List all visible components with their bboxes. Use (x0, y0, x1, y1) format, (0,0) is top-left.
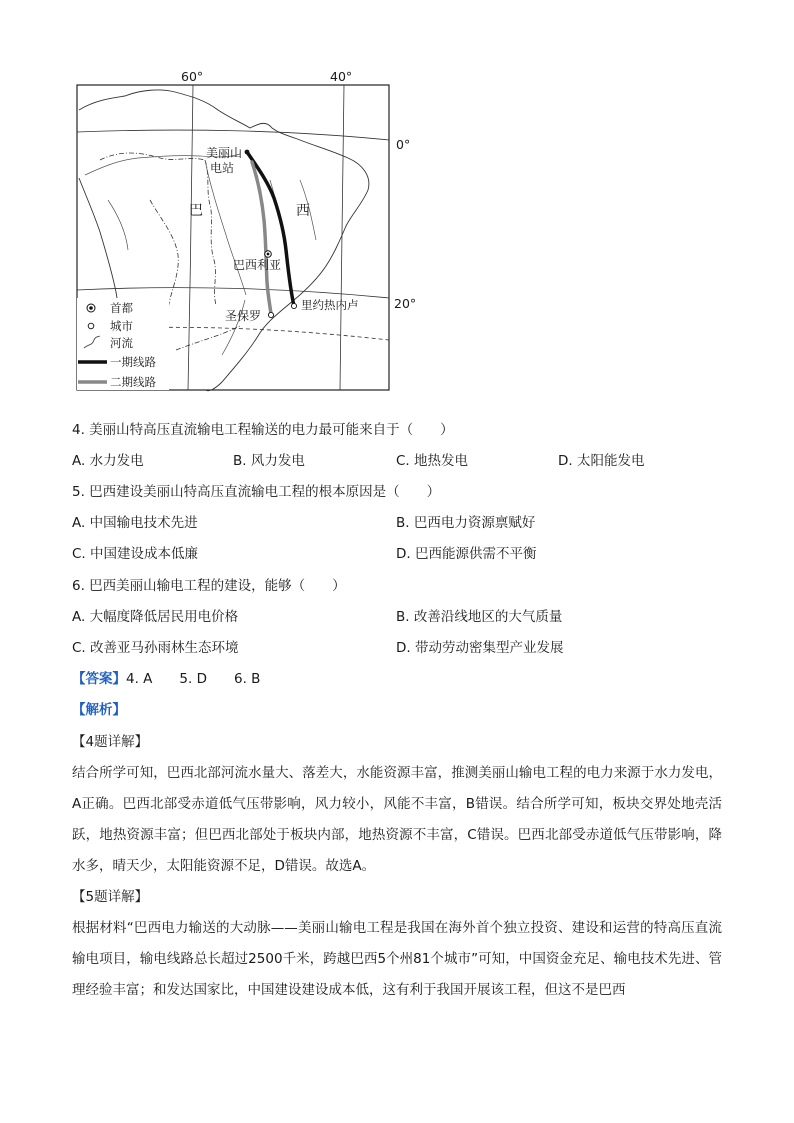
answer-tag: 【答案】 (72, 671, 126, 687)
legend-river-label: 河流 (110, 336, 133, 350)
city-symbol-rio (291, 303, 296, 308)
legend-capital-label: 首都 (110, 301, 133, 315)
station-label-line1: 美丽山 (206, 146, 243, 160)
lat-label-20: 20° (394, 296, 417, 311)
question-4-stem: 4. 美丽山特高压直流输电工程输送的电力最可能来自于（ ） (72, 422, 454, 438)
legend-phase1-label: 一期线路 (110, 355, 156, 369)
answer-text: 4. A 5. D 6. B (126, 671, 261, 687)
map-legend (77, 298, 169, 390)
question-4-option-a: A. 水力发电 (72, 453, 144, 469)
lon-label-40: 40° (330, 69, 353, 84)
detail-5-body: 根据材料“巴西电力输送的大动脉——美丽山输电工程是我国在海外首个独立投资、建设和运营的特高压直流输电项目，输电线路总长超过2500千米，跨越巴西5个州81个城市”可知，中国资金充足、输电技术先进、管理经验丰富；和发达国家比，中国建设建设成本低，这有利于我国开展该工程，但这不是巴西 (72, 920, 722, 998)
analysis-tag: 【解析】 (72, 702, 126, 718)
detail-4-title: 【4题详解】 (72, 734, 149, 750)
question-6-option-c: C. 改善亚马孙雨林生态环境 (72, 640, 239, 656)
question-4-option-b: B. 风力发电 (233, 453, 305, 469)
country-char-2: 西 (296, 203, 310, 219)
question-6-option-d: D. 带动劳动密集型产业发展 (396, 640, 564, 656)
question-6-option-a: A. 大幅度降低居民用电价格 (72, 609, 239, 625)
brazil-map (0, 60, 430, 410)
detail-5-title: 【5题详解】 (72, 889, 149, 905)
question-5-option-b: B. 巴西电力资源禀赋好 (396, 515, 536, 531)
question-5-option-d: D. 巴西能源供需不平衡 (396, 546, 537, 562)
question-4-option-d: D. 太阳能发电 (558, 453, 645, 469)
question-5-option-c: C. 中国建设成本低廉 (72, 546, 199, 562)
question-5-stem: 5. 巴西建设美丽山特高压直流输电工程的根本原因是（ ） (72, 484, 441, 500)
question-6-stem: 6. 巴西美丽山输电工程的建设，能够（ ） (72, 578, 346, 594)
capital-dot (267, 253, 270, 256)
detail-4-body: 结合所学可知，巴西北部河流水量大、落差大，水能资源丰富，推测美丽山输电工程的电力来源于水力发电，A正确。巴西北部受赤道低气压带影响，风力较小，风能不丰富，B错误。结合所学可知，板块交界处地壳活跃，地热资源丰富；但巴西北部处于板块内部，地热资源不丰富，C错误。巴西北部受赤道低气压带影响，降水多，晴天少，太阳能资源不足，D错误。故选A。 (72, 765, 722, 874)
legend-phase2-label: 二期线路 (110, 375, 156, 389)
country-char-1: 巴 (189, 203, 203, 219)
capital-label: 巴西利亚 (233, 258, 282, 272)
lat-label-0: 0° (396, 137, 411, 152)
question-5-option-a: A. 中国输电技术先进 (72, 515, 198, 531)
city-label-saopaulo: 圣保罗 (225, 309, 262, 323)
legend-city-icon (88, 323, 94, 329)
lon-label-60: 60° (181, 69, 204, 84)
station-label-line2: 电站 (210, 161, 235, 175)
city-symbol-saopaulo (268, 312, 273, 317)
station-symbol (245, 150, 250, 155)
answer-line (72, 669, 260, 689)
question-4-option-c: C. 地热发电 (396, 453, 469, 469)
question-6-option-b: B. 改善沿线地区的大气质量 (396, 609, 563, 625)
city-label-rio: 里约热内卢 (301, 298, 359, 312)
legend-city-label: 城市 (110, 319, 133, 333)
